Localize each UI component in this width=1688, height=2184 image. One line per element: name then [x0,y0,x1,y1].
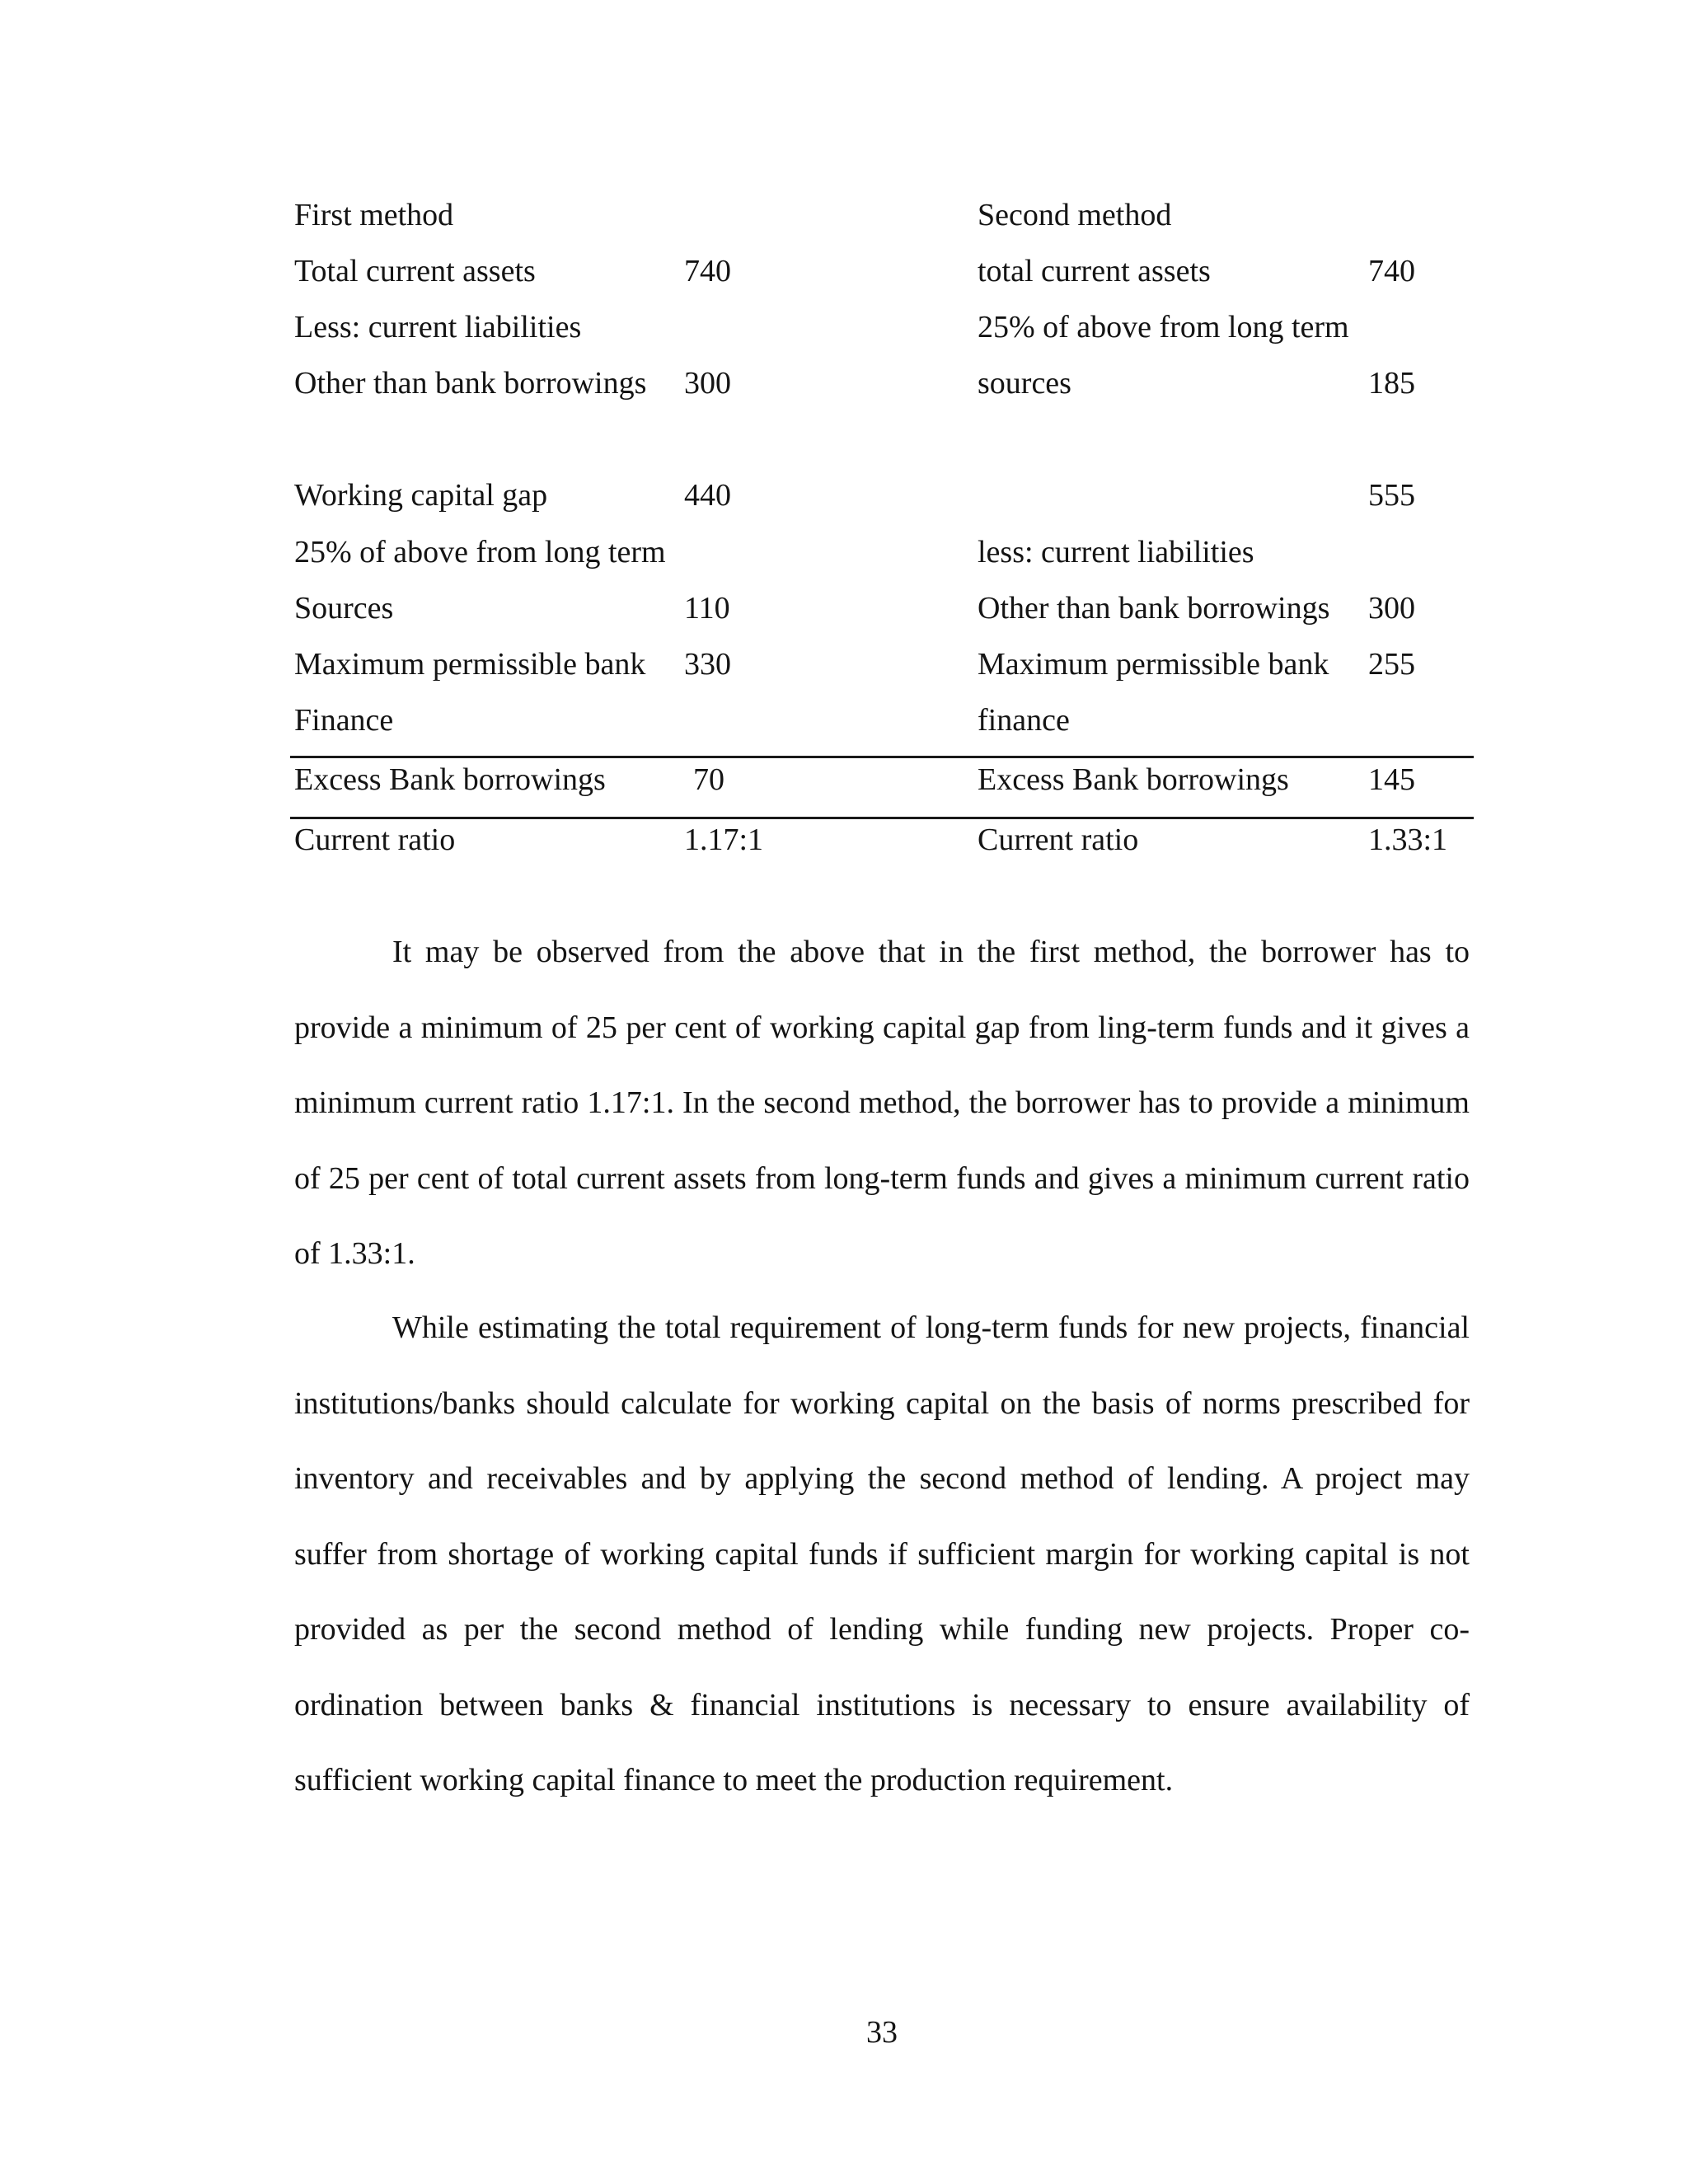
first-row-value: 330 [684,647,731,682]
first-row-label: Working capital gap [294,478,548,513]
second-method-heading: Second method [978,198,1172,232]
first-row-value: 110 [684,591,730,626]
second-row-label: Excess Bank borrowings [978,762,1289,797]
second-row-label: less: current liabilities [978,535,1254,569]
first-row-label: Current ratio [294,823,456,857]
second-row-value: 145 [1368,762,1415,797]
first-row-label: Sources [294,591,394,626]
first-row-value: 440 [684,478,731,513]
second-row-value: 1.33:1 [1368,823,1448,857]
second-row-value: 255 [1368,647,1415,682]
first-row-label: Less: current liabilities [294,310,582,344]
first-row-value: 70 [693,762,724,797]
second-row-value: 740 [1368,254,1415,288]
second-row-value: 555 [1368,478,1415,513]
second-row-label: Maximum permissible bank [978,647,1329,682]
second-row-label: Other than bank borrowings [978,591,1330,626]
second-row-label: Current ratio [978,823,1139,857]
first-row-label: Maximum permissible bank [294,647,646,682]
second-row-value: 300 [1368,591,1415,626]
first-row-value: 740 [684,254,731,288]
second-row-label: sources [978,366,1071,401]
first-row-label: Finance [294,703,394,738]
first-row-label: Other than bank borrowings [294,366,647,401]
body-paragraph: It may be observed from the above that in the first method, the borrower has to provide a minimum of 25 per cent of working capital gap from ling-term funds and it gives a minimum current ratio 1.17:1. In the second method, the borrower has to provide a minimum of 25 per cent of total current assets from long-term funds and gives a minimum current ratio of 1.33:1. [294,935,1470,1271]
first-row-label: Excess Bank borrowings [294,762,606,797]
first-row-label: 25% of above from long term [294,535,666,569]
second-row-label: total current assets [978,254,1211,288]
page-number: 33 [866,2015,898,2050]
first-row-label: Total current assets [294,254,536,288]
body-paragraph: While estimating the total requirement of long-term funds for new projects, financial institutions/banks should calculate for working capital on the basis of norms prescribed for inventory and receivables and by applying the second method of lending. A project may suffer from shortage of working capital funds if sufficient margin for working capital is not provided as per the second method of lending while funding new projects. Proper co-ordination between banks & financial institutions is necessary to ensure availability of sufficient working capital finance to meet the production requirement. [294,1310,1470,1797]
second-row-label: 25% of above from long term [978,310,1349,344]
first-method-heading: First method [294,198,454,232]
first-row-value: 300 [684,366,731,401]
second-row-label: finance [978,703,1070,738]
second-row-value: 185 [1368,366,1415,401]
first-row-value: 1.17:1 [684,823,764,857]
table-rule-bottom [290,817,1474,819]
table-rule-top [290,756,1474,758]
